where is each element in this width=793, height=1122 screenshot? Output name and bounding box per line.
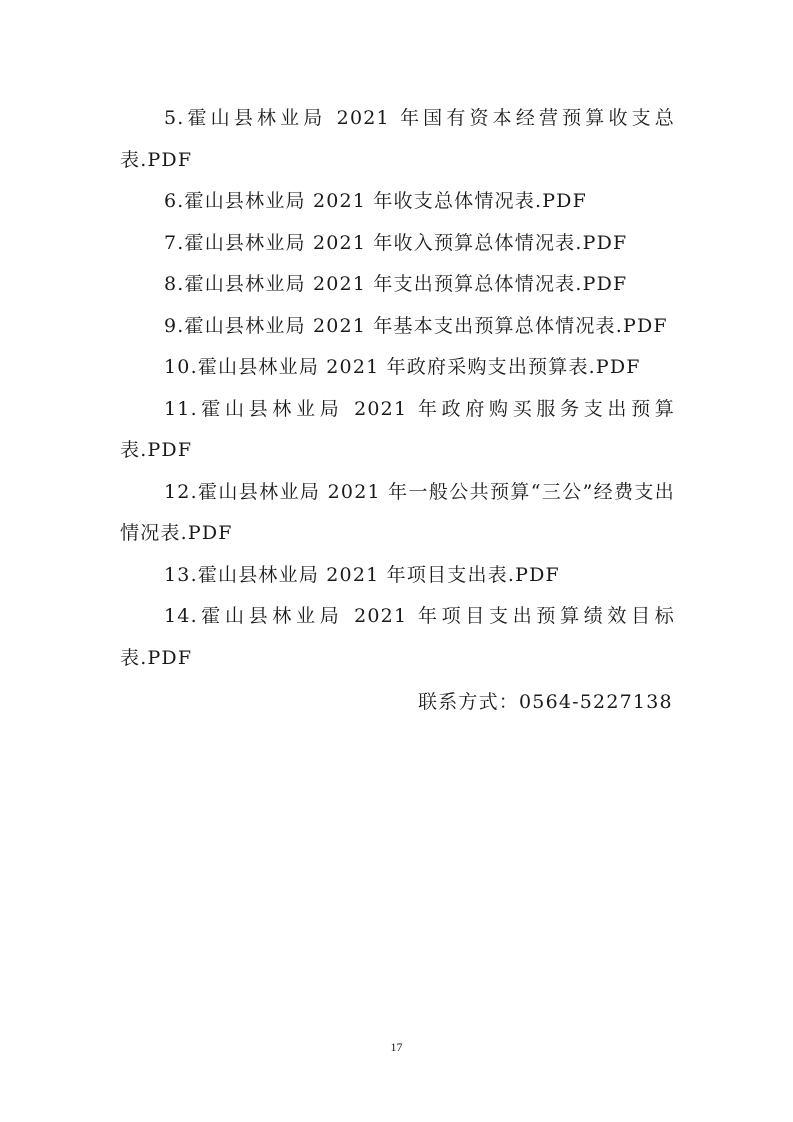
attachment-item-9: 9.霍山县林业局 2021 年基本支出预算总体情况表.PDF	[164, 314, 668, 337]
attachment-item-6: 6.霍山县林业局 2021 年收支总体情况表.PDF	[164, 190, 588, 212]
attachment-item-12: 12.霍山县林业局 2021 年一般公共预算“三公”经费支出情况表.PDF	[120, 480, 675, 544]
attachment-list	[120, 98, 675, 679]
attachment-item-5: 5.霍山县林业局 2021 年国有资本经营预算收支总表.PDF	[120, 107, 675, 171]
attachment-item-11: 11.霍山县林业局 2021 年政府购买服务支出预算表.PDF	[120, 397, 675, 461]
attachment-item-8: 8.霍山县林业局 2021 年支出预算总体情况表.PDF	[164, 273, 628, 295]
attachment-item-10: 10.霍山县林业局 2021 年政府采购支出预算表.PDF	[164, 356, 641, 378]
page-number: 17	[390, 1040, 403, 1054]
attachment-item-14: 14.霍山县林业局 2021 年项目支出预算绩效目标表.PDF	[120, 605, 675, 669]
contact-info: 联系方式：0564-5227138	[418, 691, 673, 713]
attachment-item-13: 13.霍山县林业局 2021 年项目支出表.PDF	[164, 563, 560, 586]
attachment-item-7: 7.霍山县林业局 2021 年收入预算总体情况表.PDF	[164, 231, 628, 254]
